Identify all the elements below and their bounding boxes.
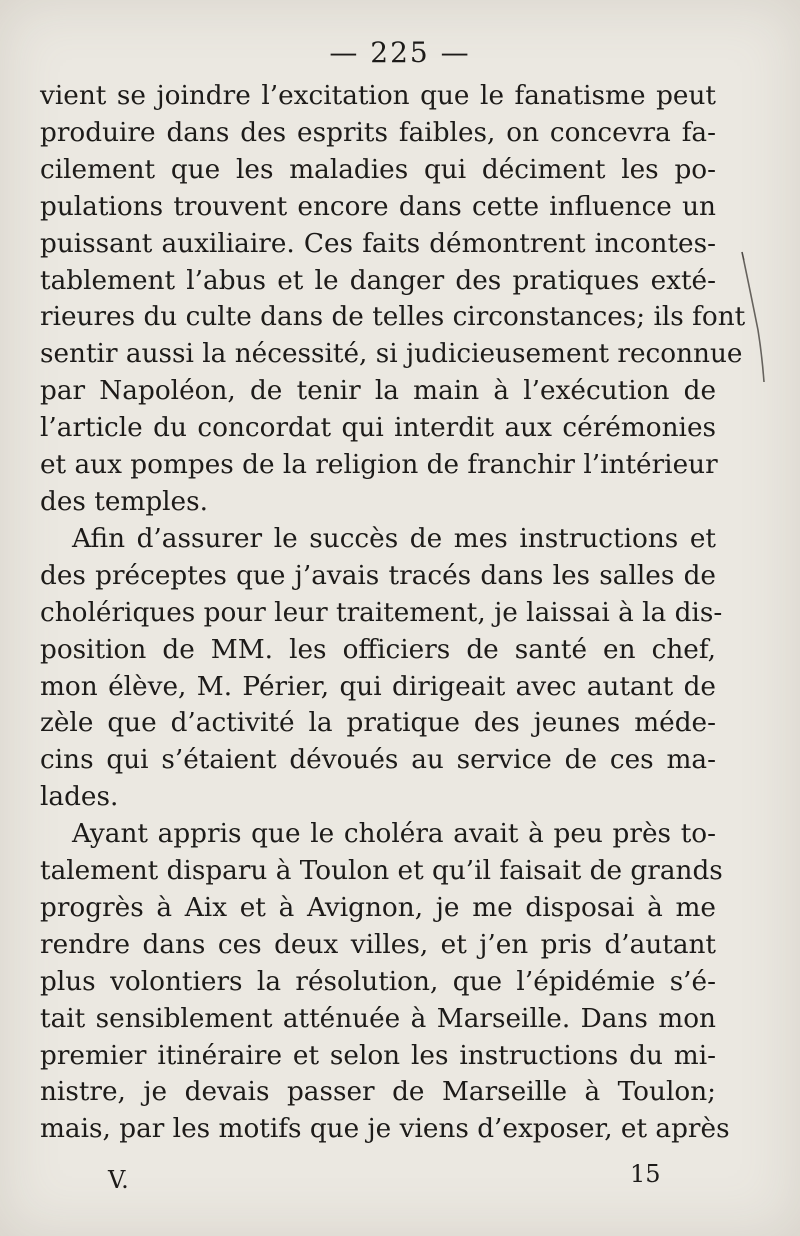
text-line: tablement l’abus et le danger des pratiques exté-	[40, 265, 716, 296]
text-line: cilement que les maladies qui déciment les po-	[40, 154, 716, 185]
sheet-number: 15	[630, 1160, 661, 1188]
margin-pencil-mark	[740, 250, 770, 385]
text-line: Afin d’assurer le succès de mes instructions et	[72, 523, 716, 554]
text-line: cins qui s’étaient dévoués au service de ces ma-	[40, 745, 716, 776]
text-line: par Napoléon, de tenir la main à l’exécution de	[40, 376, 716, 407]
text-line: des préceptes que j’avais tracés dans les salles de	[40, 560, 716, 591]
text-line: rieures du culte dans de telles circonstances; ils font	[40, 302, 746, 333]
text-line: cholériques pour leur traitement, je laissai à la dis-	[40, 597, 723, 628]
text-line: Ayant appris que le choléra avait à peu près to-	[72, 819, 716, 850]
text-line: puissant auxiliaire. Ces faits démontrent incontes-	[40, 228, 716, 259]
text-line: nistre, je devais passer de Marseille à Toulon;	[40, 1077, 716, 1108]
page-footer	[0, 1160, 800, 1206]
text-line: progrès à Aix et à Avignon, je me disposai à me	[40, 892, 716, 923]
page-number-header: — 225 —	[329, 36, 471, 69]
text-line: talement disparu à Toulon et qu’il faisait de grands	[40, 856, 723, 887]
text-line: zèle que d’activité la pratique des jeunes méde-	[40, 708, 716, 739]
text-line: pulations trouvent encore dans cette influence un	[40, 191, 716, 222]
text-line: rendre dans ces deux villes, et j’en pris d’autant	[40, 929, 716, 960]
text-line: position de MM. les officiers de santé en chef,	[40, 634, 716, 665]
text-line: lades.	[40, 782, 119, 813]
text-line: vient se joindre l’excitation que le fanatisme peut	[40, 81, 716, 111]
body-text	[40, 78, 746, 1148]
text-line: mais, par les motifs que je viens d’exposer, et après	[40, 1114, 730, 1145]
text-line: plus volontiers la résolution, que l’épidémie s’é-	[40, 966, 716, 997]
text-line: et aux pompes de la religion de franchir l’intérieur	[40, 450, 718, 481]
text-line: produire dans des esprits faibles, on concevra fa-	[40, 117, 716, 148]
paragraph	[40, 521, 723, 816]
text-line: l’article du concordat qui interdit aux cérémonies	[40, 413, 716, 444]
text-line: mon élève, M. Périer, qui dirigeait avec autant de	[40, 671, 716, 702]
text-line: sentir aussi la nécessité, si judicieusement reconnue	[40, 339, 743, 370]
text-line: tait sensiblement atténuée à Marseille. Dans mon	[40, 1003, 716, 1034]
text-line: des temples.	[40, 486, 208, 517]
text-line: premier itinéraire et selon les instructions du mi-	[40, 1040, 716, 1071]
signature-mark: V.	[108, 1166, 129, 1194]
paragraph	[40, 78, 746, 521]
paragraph	[40, 816, 730, 1148]
